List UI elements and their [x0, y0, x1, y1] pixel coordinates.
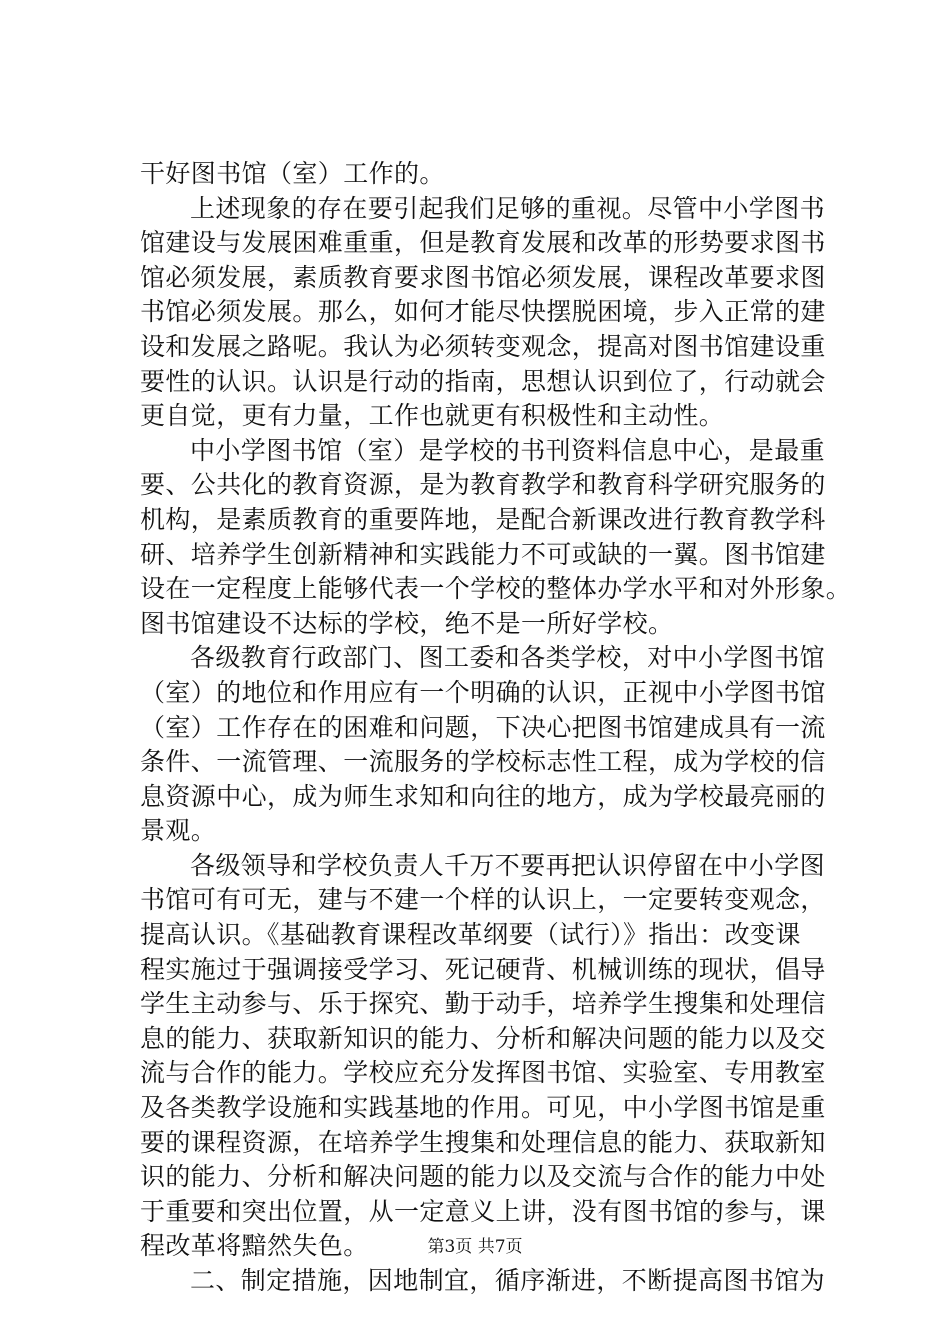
text-line: 书馆可有可无，建与不建一个样的认识上，一定要转变观念， — [140, 885, 826, 915]
text-line: 息资源中心，成为师生求知和向往的地方，成为学校最亮丽的 — [140, 781, 826, 811]
text-line: 馆必须发展，素质教育要求图书馆必须发展，课程改革要求图 — [140, 262, 826, 292]
text-line: 书馆必须发展。那么，如何才能尽快摆脱困境，步入正常的建 — [140, 297, 826, 327]
text-line: （室）工作存在的困难和问题，下决心把图书馆建成具有一流 — [140, 712, 826, 742]
text-line: 中小学图书馆（室）是学校的书刊资料信息中心，是最重 — [190, 435, 826, 465]
text-line: 程改革将黯然失色。 — [140, 1231, 369, 1261]
text-line: 研、培养学生创新精神和实践能力不可或缺的一翼。图书馆建 — [140, 539, 826, 569]
text-line: 于重要和突出位置，从一定意义上讲，没有图书馆的参与，课 — [140, 1196, 826, 1226]
text-line: 息的能力、获取新知识的能力、分析和解决问题的能力以及交 — [140, 1023, 826, 1053]
text-line: 设和发展之路呢。我认为必须转变观念，提高对图书馆建设重 — [140, 331, 826, 361]
page-number-footer: 第3页 共7页 — [427, 1237, 523, 1257]
text-line: 程实施过于强调接受学习、死记硬背、机械训练的现状，倡导 — [140, 954, 826, 984]
text-line: 学生主动参与、乐于探究、勤于动手，培养学生搜集和处理信 — [140, 989, 826, 1019]
text-line: （室）的地位和作用应有一个明确的认识，正视中小学图书馆 — [140, 677, 826, 707]
text-line: 提高认识。《基础教育课程改革纲要（试行）》指出：改变课 — [140, 920, 801, 950]
text-line: 条件、一流管理、一流服务的学校标志性工程，成为学校的信 — [140, 747, 826, 777]
document-body — [140, 157, 852, 1299]
text-line: 各级教育行政部门、图工委和各类学校，对中小学图书馆 — [190, 643, 826, 673]
text-line: 识的能力、分析和解决问题的能力以及交流与合作的能力中处 — [140, 1162, 826, 1192]
text-line: 设在一定程度上能够代表一个学校的整体办学水平和对外形象。 — [140, 574, 852, 604]
text-line: 要性的认识。认识是行动的指南，思想认识到位了，行动就会 — [140, 366, 826, 396]
text-line: 流与合作的能力。学校应充分发挥图书馆、实验室、专用教室 — [140, 1058, 826, 1088]
text-line: 要、公共化的教育资源，是为教育教学和教育科学研究服务的 — [140, 470, 826, 500]
text-line: 上述现象的存在要引起我们足够的重视。尽管中小学图书 — [190, 193, 826, 223]
text-line: 图书馆建设不达标的学校，绝不是一所好学校。 — [140, 608, 674, 638]
text-line: 二、制定措施，因地制宜，循序渐进，不断提高图书馆为 — [190, 1266, 826, 1295]
text-line: 更自觉，更有力量，工作也就更有积极性和主动性。 — [140, 401, 725, 431]
text-line: 景观。 — [140, 816, 217, 846]
text-line: 馆建设与发展困难重重，但是教育发展和改革的形势要求图书 — [140, 228, 826, 258]
text-line: 要的课程资源，在培养学生搜集和处理信息的能力、获取新知 — [140, 1127, 826, 1157]
text-line: 及各类教学设施和实践基地的作用。可见，中小学图书馆是重 — [140, 1093, 826, 1123]
text-line: 干好图书馆（室）工作的。 — [140, 159, 445, 188]
text-line: 各级领导和学校负责人千万不要再把认识停留在中小学图 — [190, 850, 826, 880]
text-line: 机构，是素质教育的重要阵地，是配合新课改进行教育教学科 — [140, 504, 826, 534]
